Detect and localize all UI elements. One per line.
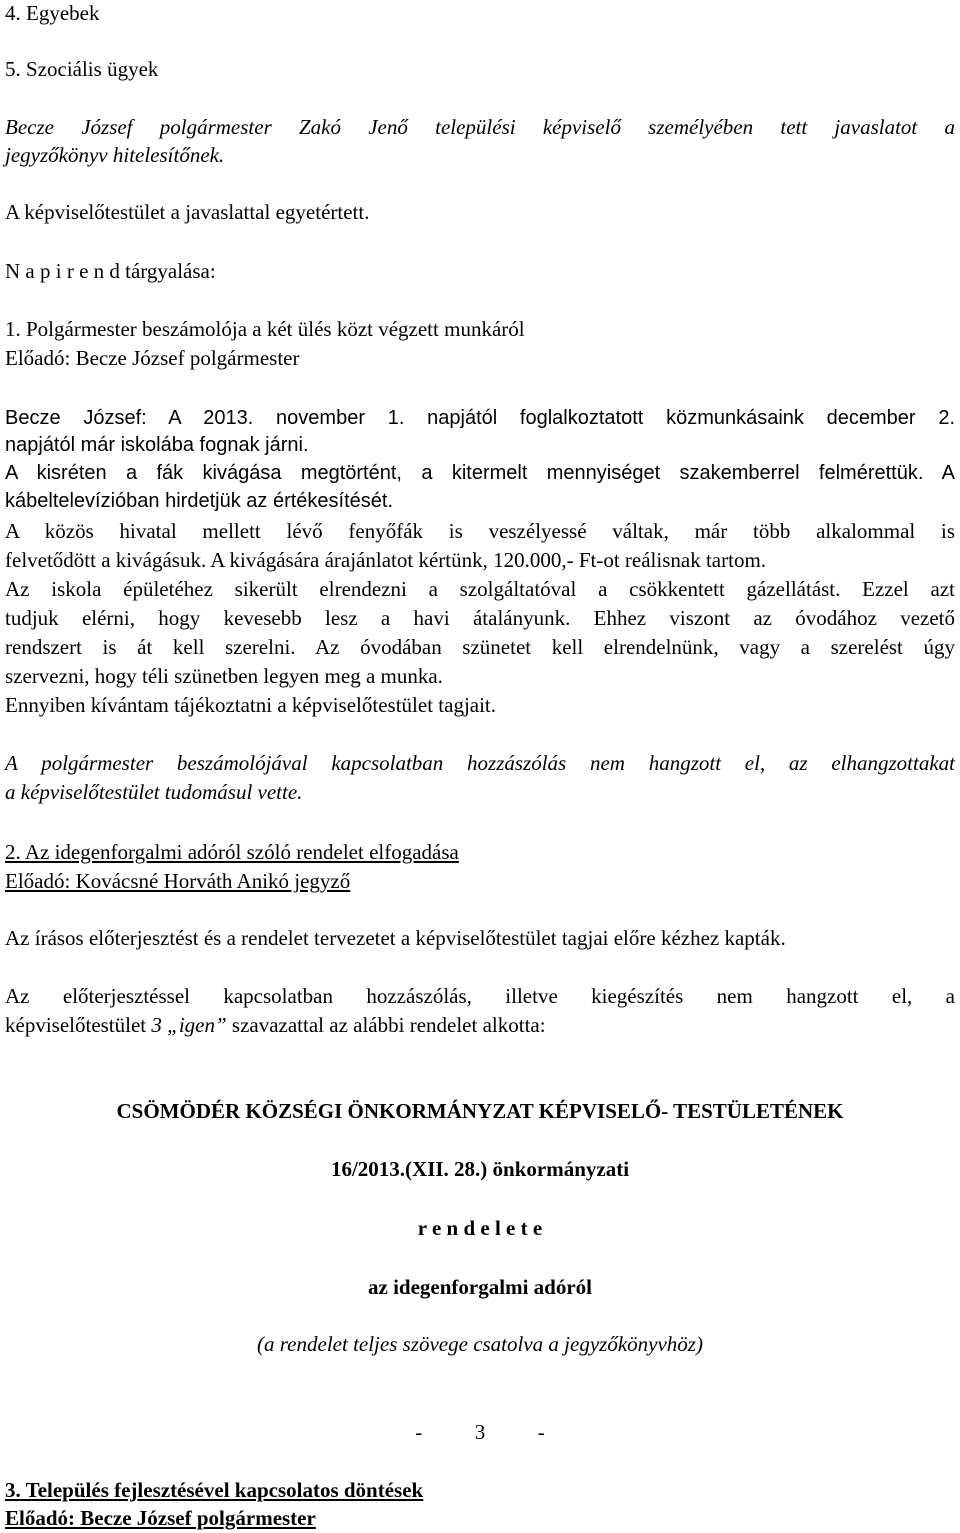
topic1-p4-line4: szervezni, hogy téli szünetben legyen meg a munka. — [5, 664, 443, 688]
agenda-item-5: 5. Szociális ügyek — [5, 57, 159, 81]
nomination-line-2: jegyzőkönyv hitelesítőnek. — [5, 143, 225, 167]
decree-note: (a rendelet teljes szövege csatolva a jegyzőkönyvhöz) — [257, 1332, 703, 1356]
topic1-p4-line1: Az iskola épületéhez sikerült elrendezni a szolgáltatóval a csökkentett gázellátást. Ezzel azt — [5, 577, 955, 601]
topic2-p1: Az írásos előterjesztést és a rendelet tervezetet a képviselőtestület tagjai előre kézhez kapták. — [5, 926, 786, 950]
topic3-presenter: Előadó: Becze József polgármester — [5, 1506, 316, 1530]
topic1-p3-line1: A közös hivatal mellett lévő fenyőfák is veszélyessé váltak, már több alkalommal is — [5, 519, 955, 543]
topic1-presenter: Előadó: Becze József polgármester — [5, 346, 300, 370]
decree-heading: CSÖMÖDÉR KÖZSÉGI ÖNKORMÁNYZAT KÉPVISELŐ- TESTÜLETÉNEK — [116, 1099, 844, 1123]
topic3-title: 3. Település fejlesztésével kapcsolatos döntések — [5, 1478, 424, 1502]
agenda-item-4: 4. Egyebek — [5, 1, 100, 25]
page-number: - 3 - — [415, 1420, 545, 1444]
topic1-conclusion-line2: a képviselőtestület tudomásul vette. — [5, 780, 303, 804]
topic2-presenter: Előadó: Kovácsné Horváth Anikó jegyző — [5, 869, 351, 893]
topic1-conclusion-line1: A polgármester beszámolójával kapcsolatban hozzászólás nem hangzott el, az elhangzottakat — [5, 751, 955, 775]
nomination-line-1: Becze József polgármester Zakó Jenő települési képviselő személyében tett javaslatot a — [5, 115, 955, 139]
topic1-p2-line1: A kisréten a fák kivágása megtörtént, a kitermelt mennyiséget szakemberrel felmérettük. A — [5, 462, 955, 484]
topic1-title: 1. Polgármester beszámolója a két ülés közt végzett munkáról — [5, 317, 525, 341]
topic2-title: 2. Az idegenforgalmi adóról szóló rendelet elfogadása — [5, 840, 459, 864]
topic1-p4-line2: tudjuk elérni, hogy kevesebb lesz a havi átalányunk. Ehhez viszont az óvodához vezető — [5, 606, 955, 630]
topic1-p4-line3: rendszert is át kell szerelni. Az óvodában szünetet kell elrendelnünk, vagy a szerelést úgy — [5, 635, 955, 659]
topic1-p1-line2: napjától már iskolába fognak járni. — [5, 434, 309, 456]
topic2-p2-text-a: képviselőtestület — [5, 1013, 152, 1037]
decree-subject: az idegenforgalmi adóról — [368, 1275, 592, 1299]
topic2-p2-line1: Az előterjesztéssel kapcsolatban hozzászólás, illetve kiegészítés nem hangzott el, a — [5, 984, 955, 1008]
topic1-p5: Ennyiben kívántam tájékoztatni a képviselőtestület tagjait. — [5, 693, 497, 717]
agreement-text: A képviselőtestület a javaslattal egyetértett. — [5, 200, 370, 224]
topic2-p2-text-b: szavazattal az alábbi rendelet alkotta: — [226, 1013, 546, 1037]
topic1-p1-line1: Becze József: A 2013. november 1. napjától foglalkoztatott közmunkásaink december 2. — [5, 407, 955, 429]
vote-count: 3 „igen” — [151, 1013, 227, 1037]
topic1-p3-line2: felvetődött a kivágásuk. A kivágására árajánlatot kértünk, 120.000,- Ft-ot reálisnak tartom. — [5, 548, 767, 572]
topic1-p2-line2: kábeltelevízióban hirdetjük az értékesítését. — [5, 490, 393, 512]
agenda-heading: N a p i r e n d tárgyalása: — [5, 259, 216, 283]
decree-word: r e n d e l e t e — [417, 1216, 543, 1240]
topic2-p2-line2 — [5, 1012, 955, 1038]
decree-number: 16/2013.(XII. 28.) önkormányzati — [330, 1157, 630, 1181]
